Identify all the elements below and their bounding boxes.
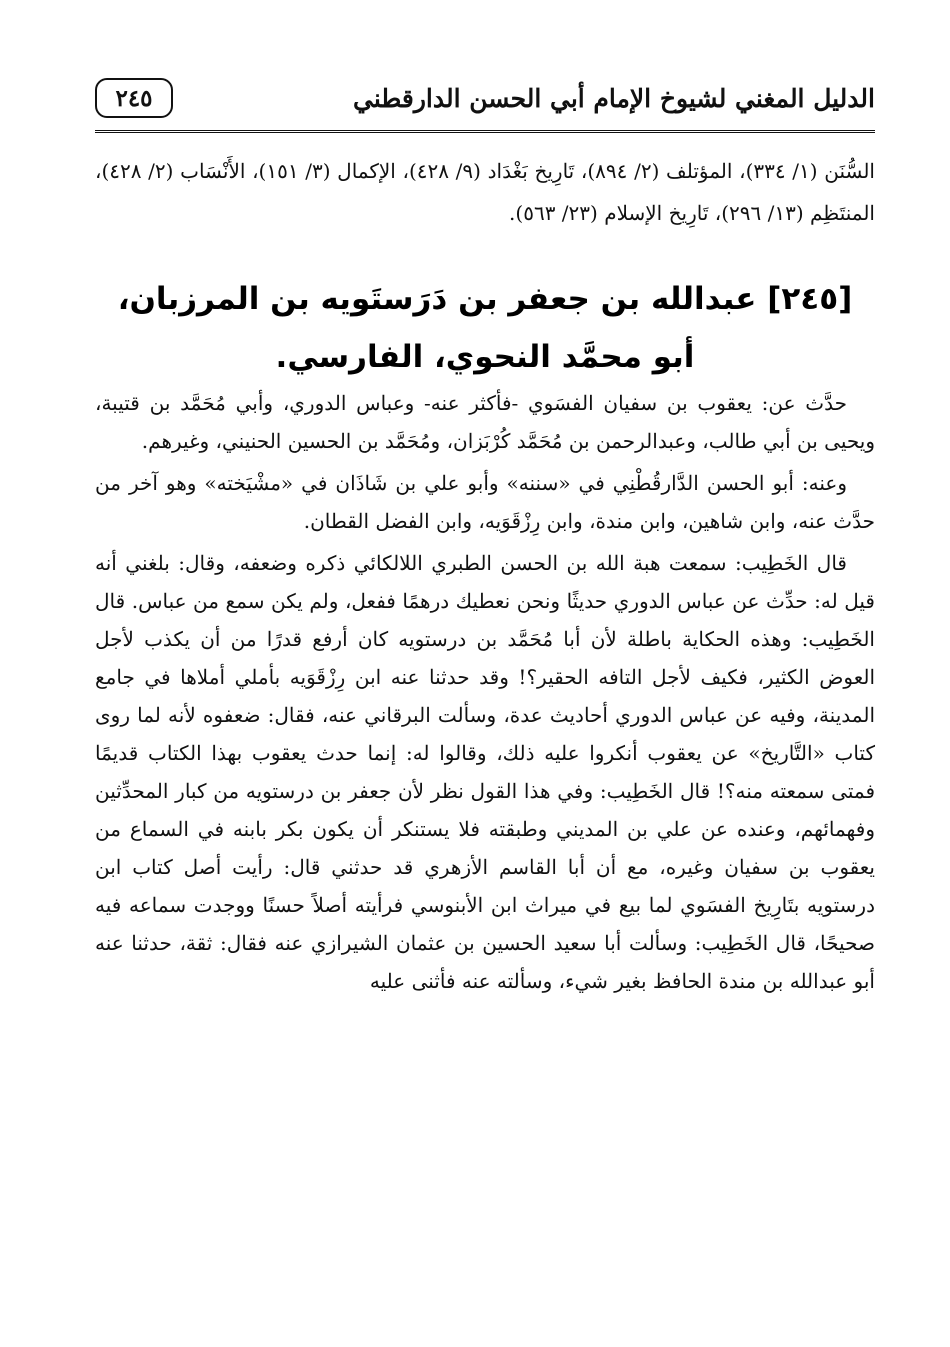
entry-body bbox=[95, 384, 875, 1008]
header-title: الدليل المغني لشيوخ الإمام أبي الحسن الدارقطني bbox=[353, 84, 875, 113]
running-header bbox=[95, 72, 875, 133]
page-number: ٢٤٥ bbox=[95, 78, 173, 118]
paragraph-teachers: حدَّث عن: يعقوب بن سفيان الفسَوي -فأكثر عنه- وعباس الدوري، وأبي مُحَمَّد بن قتيبة، ويحيى بن أبي طالب، وعبدالرحمن بن مُحَمَّد كُرْبَزان، ومُحَمَّد بن الحسين الحنيني، وغيرهم. bbox=[95, 391, 875, 453]
sources-footnote-continuation: السُّنَن (١/ ٣٣٤)، المؤتلف (٢/ ٨٩٤)، تَارِيخ بَغْدَاد (٩/ ٤٢٨)، الإكمال (٣/ ١٥١)، الأَنْسَاب (٢/ ٤٢٨)، المنتَظِم (١٣/ ٢٩٦)، تَارِيخ الإسلام (٢٣/ ٥٦٣). bbox=[95, 159, 875, 225]
entry-title: [٢٤٥] عبدالله بن جعفر بن دَرَستَويه بن المرزبان، أبو محمَّد النحوي، الفارسي. bbox=[117, 281, 853, 375]
paragraph-students: وعنه: أبو الحسن الدَّارقُطْنِي في «سننه» وأبو علي بن شَاذَان في «مشْيَخته» وهو آخر من حدَّث عنه، وابن شاهين، وابن مندة، وابن رِزْقَوَيه، وابن الفضل القطان. bbox=[95, 471, 875, 533]
book-page bbox=[95, 72, 875, 1272]
paragraph-khatib-assessment: قال الخَطِيب: سمعت هبة الله بن الحسن الطبري اللالكائي ذكره وضعفه، وقال: بلغني أنه قيل له: حدِّث عن عباس الدوري حديثًا ونحن نعطيك درهمًا ففعل، ولم يكن سمع من عباس. قال الخَطِيب: وهذه الحكاية باطلة لأن أبا مُحَمَّد بن درستويه كان أرفع قدرًا من أن يكذب لأجل العوض الكثير، فكيف لأجل التافه الحقير؟! وقد حدثنا عنه ابن رِزْقَوَيه بأملي أملاها في جامع المدينة، وفيه عن عباس الدوري أحاديث عدة، وسألت البرقاني عنه، فقال: ضعفوه لأنه لما روى كتاب «التَّاريخ» عن يعقوب أنكروا عليه ذلك، وقالوا له: إنما حدث يعقوب بهذا الكتاب قديمًا فمتى سمعته منه؟! قال الخَطِيب: وفي هذا القول نظر لأن جعفر بن درستويه من كبار المحدِّثين وفهمائهم، وعنده عن علي بن المديني وطبقته فلا يستنكر أن يكون بكر بابنه في السماع من يعقوب بن سفيان وغيره، مع أن أبا القاسم الأزهري قد حدثني قال: رأيت أصل كتاب ابن درستويه بتَارِيخ الفسَوي لما بيع في ميراث ابن الأبنوسي فرأيته أصلاً حسنًا ووجدت سماعه فيه صحيحًا، قال الخَطِيب: وسألت أبا سعيد الحسين بن عثمان الشيرازي عنه فقال: ثقة، حدثنا عنه أبو عبدالله بن مندة الحافظ بغير شيء، وسألته عنه فأثنى عليه bbox=[95, 551, 875, 993]
